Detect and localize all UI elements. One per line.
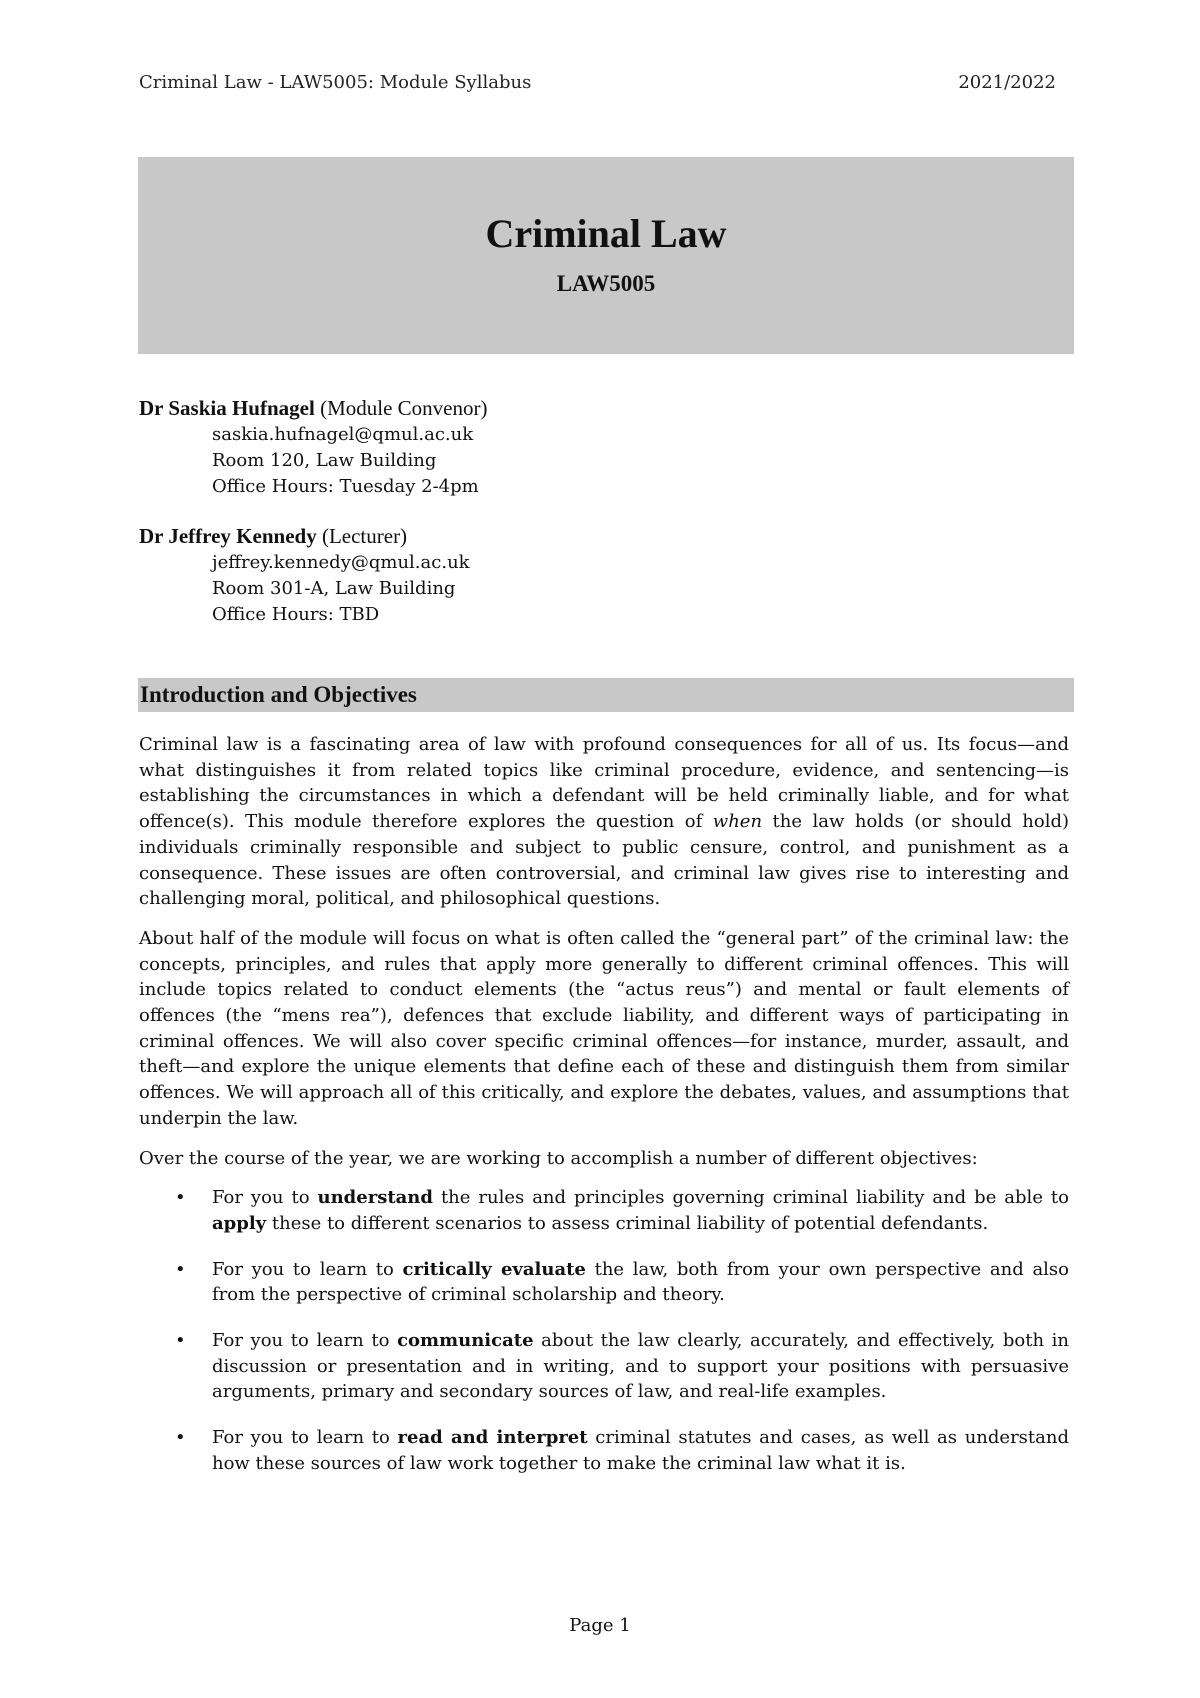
section-body — [139, 732, 1069, 1497]
section-heading: Introduction and Objectives — [140, 682, 417, 707]
staff-role: (Lecturer) — [316, 524, 408, 548]
intro-paragraph: Criminal law is a fascinating area of law with profound consequences for all of us. Its focus—and what distinguishes it from related topics like criminal procedure, evidence, and sentencing—is establishing the circumstances in which a defendant will be held criminally liable, and for what offence(s). This module therefore explores the question of when the law holds (or should hold) individuals criminally responsible and subject to public censure, control, and punishment as a consequence. These issues are often controversial, and criminal law gives rise to interesting and challenging moral, political, and philosophical questions. — [139, 734, 1069, 910]
bullet-icon: • — [175, 1258, 186, 1280]
staff-office-hours: Office Hours: TBD — [212, 604, 380, 625]
bullet-icon: • — [175, 1330, 186, 1352]
staff-room: Room 301-A, Law Building — [212, 578, 456, 599]
objectives-list — [139, 1185, 1069, 1476]
staff-contacts — [139, 394, 1069, 650]
contact-convenor — [139, 394, 1069, 500]
objectives-lead-in: Over the course of the year, we are working to accomplish a number of different objectives: — [139, 1147, 978, 1169]
contact-lecturer — [139, 522, 1069, 628]
staff-email[interactable]: saskia.hufnagel@qmul.ac.uk — [212, 424, 474, 445]
page-number: Page 1 — [569, 1615, 631, 1636]
emphasis-when: when — [712, 811, 763, 833]
running-header — [139, 72, 1056, 93]
module-title: Criminal Law — [485, 211, 727, 256]
list-item: • For you to learn to critically evaluate the law, both from your own perspective and also from the perspective of criminal scholarship and theory. — [175, 1258, 1070, 1306]
general-part-paragraph: About half of the module will focus on what is often called the “general part” of the criminal law: the concepts, principles, and rules that apply more generally to different criminal offences. This will include topics related to conduct elements (the “actus reus”) and mental or fault elements of offences (the “mens rea”), defences that exclude liability, and different ways of participating in criminal offences. We will also cover specific criminal offences—for instance, murder, assault, and theft—and explore the unique elements that define each of these and distinguish them from similar offences. We will approach all of this critically, and explore the debates, values, and assumptions that underpin the law. — [139, 927, 1069, 1129]
bullet-icon: • — [175, 1427, 186, 1449]
module-code: LAW5005 — [556, 271, 656, 296]
staff-name: Dr Jeffrey Kennedy — [139, 524, 317, 548]
header-title: Criminal Law - LAW5005: Module Syllabus — [139, 72, 532, 93]
title-box — [138, 157, 1074, 354]
staff-office-hours: Office Hours: Tuesday 2-4pm — [212, 476, 479, 497]
staff-email[interactable]: jeffrey.kennedy@qmul.ac.uk — [212, 552, 470, 573]
staff-room: Room 120, Law Building — [212, 450, 437, 471]
list-item: • For you to learn to read and interpret criminal statutes and cases, as well as understand how these sources of law work together to make the criminal law what it is. — [175, 1427, 1069, 1474]
staff-name: Dr Saskia Hufnagel — [139, 396, 315, 420]
list-item: • For you to understand the rules and principles governing criminal liability and be able to apply these to different scenarios to assess criminal liability of potential defendants. — [175, 1187, 1069, 1234]
section-heading-bar — [138, 678, 1074, 712]
list-item: • For you to learn to communicate about the law clearly, accurately, and effectively, both in discussion or presentation and in writing, and to support your positions with persuasive arguments, primary and secondary sources of law, and real-life examples. — [175, 1330, 1069, 1403]
staff-role: (Module Convenor) — [314, 396, 488, 420]
header-year: 2021/2022 — [958, 72, 1056, 93]
bullet-icon: • — [175, 1187, 186, 1209]
